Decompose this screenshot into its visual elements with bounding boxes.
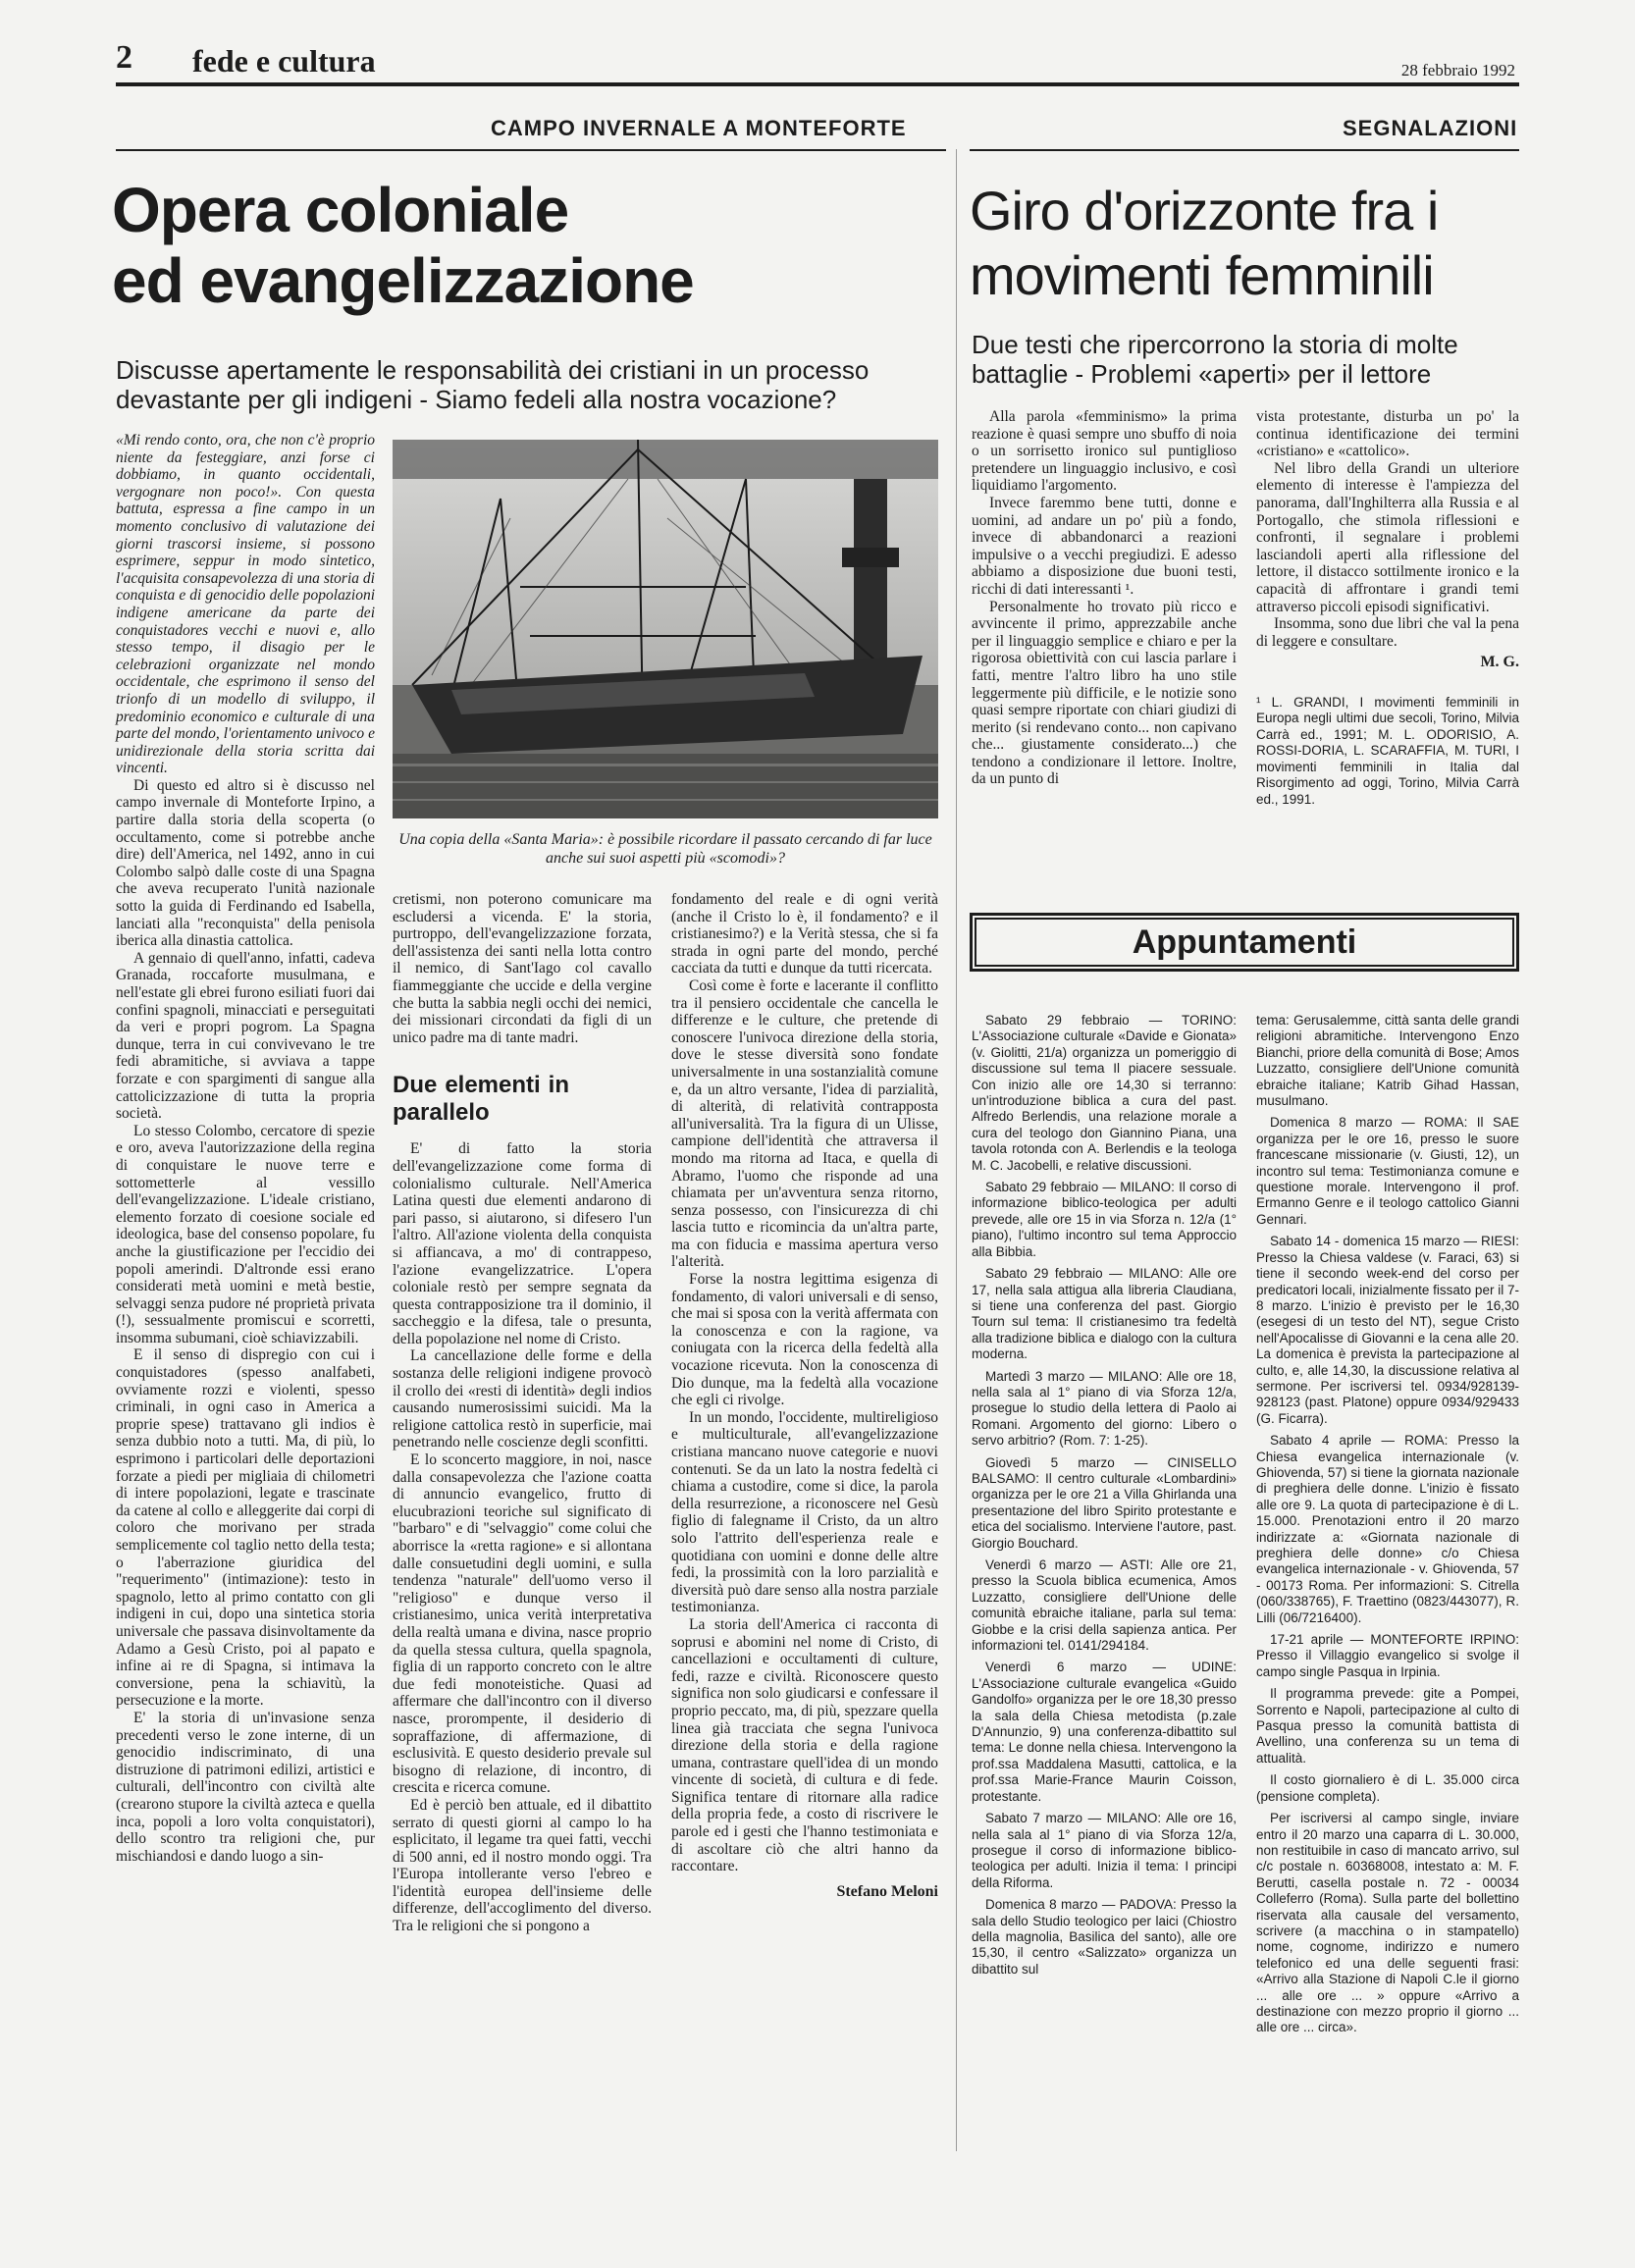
appuntamenti-column-1 xyxy=(972,1013,1237,1983)
event-item: 17-21 aprile — MONTEFORTE IRPINO: Presso il Villaggio evangelico si svolge il campo single Pasqua in Irpinia. xyxy=(1256,1632,1519,1679)
event-item: Domenica 8 marzo — ROMA: Il SAE organizza per le ore 16, presso le suore francescane missionarie (v. Giusti, 12), un incontro sul tema: Testimonianza comune e questione morale. Intervengono il prof. Ermanno Genre e il teologo cattolico Gianni Gennari. xyxy=(1256,1115,1519,1227)
paragraph: Così come è forte e lacerante il conflitto tra il pensiero occidentale che cancella le differenze e le culture, che pretende di conoscere l'univoca direzione della storia, dove le stesse diversità sono fondate universalmente in una sostanzialità comune e, da un altro versante, l'idea di parzialità, di alterità, di relatività contrapposta all'universalità. Tra la figura di un Ulisse, campione dell'identità che attraversa il mondo ma ritorna ad Itaca, e quella di Abramo, l'uomo che risponde ad una chiamata per un'avventura senza ritorno, senza possesso, con l'insicurezza di chi lascia tutto e ricomincia da un'altra parte, ma con fiducia e massima apertura verso l'alterità. xyxy=(671,976,938,1271)
paragraph: E lo sconcerto maggiore, in noi, nasce dalla consapevolezza che l'azione coatta di annuncio evangelico, frutto di elucubrazioni teoriche sul significato di "barbaro" e di "selvaggio" come colui che aborrisce la «retta ragione» e si allontana dalle consuetudini degli uomini, e sulla tendenza "naturale" dell'uomo verso il "religioso" e dunque verso il cristianesimo, unica verità interpretativa della realtà umana e divina, nasce proprio da quella stessa cultura, quella spagnola, figlia di un rapporto concreto con le altre due fedi monoteistiche. Quasi ad affermare che dall'incontro con il diverso nasce, prorompente, il desiderio di sopraffazione, di affermazione, di esclusività. E questo desiderio prevale sul bisogno di relazione, di incontro, di crescita e ricerca comune. xyxy=(393,1451,652,1797)
appuntamenti-title: Appuntamenti xyxy=(1132,923,1357,961)
article2-headline xyxy=(970,179,1529,308)
event-item: Sabato 7 marzo — MILANO: Alle ore 16, nella sala al 1° piano di via Sforza 12/a, prosegue il corso di informazione biblico-teologica per adulti. Inizia il tema: I principi della Riforma. xyxy=(972,1811,1237,1890)
santa-maria-photo xyxy=(393,440,938,818)
article2-column-1 xyxy=(972,408,1237,788)
photo-caption: Una copia della «Santa Maria»: è possibile ricordare il passato cercando di far luce anche sui suoi aspetti più «scomodi»? xyxy=(398,831,932,867)
article1-headline-line1: Opera coloniale xyxy=(112,175,569,245)
event-item: Venerdì 6 marzo — UDINE: L'Associazione culturale evangelica «Guido Gandolfo» organizza per le ore 18,30 presso la sala della Chiesa metodista (p.zale D'Annunzio, 9) una conferenza-dibattito sul tema: Le donne nella chiesa. Intervengono la prof.ssa Maddalena Masutti, cattolica, e la prof.ssa Marie-France Maurin Coisson, protestante. xyxy=(972,1660,1237,1804)
event-item: Martedì 3 marzo — MILANO: Alle ore 18, nella sala al 1° piano di via Sforza 12/a, prosegue lo studio della lettera di Paolo ai Romani. Argomento del giorno: Libero o servo arbitrio? (Rom. 7: 1-25). xyxy=(972,1368,1237,1449)
article2-signature: M. G. xyxy=(1480,654,1519,671)
paragraph: fondamento del reale e di ogni verità (anche il Cristo lo è, il fondamento? e il cristianesimo?) e la Verità stessa, che si fa strada in ogni parte del mondo, perché cacciata da tutti e dunque da tutti ricercata. xyxy=(671,891,938,977)
paragraph: Ed è perciò ben attuale, ed il dibattito serrato di questi giorni al campo lo ha esplicitato, il legame tra quei fatti, vecchi di 500 anni, ed il nostro mondo oggi. Tra l'Europa intollerante verso l'ebreo e l'identità europea dell'insieme delle differenze, dell'accoglimento del diverso. Tra le religioni che si pongono a xyxy=(393,1796,652,1935)
paragraph: E' la storia di un'invasione senza precedenti verso le zone interne, di un genocidio indiscriminato, di una distruzione di patrimoni edilizi, artistici e culturali, dell'incontro con civiltà alte (crearono stupore la civiltà azteca e quella inca, popoli a loro volta conquistatori), dello scontro tra religioni che, pur mischiandosi e dando luogo a sin- xyxy=(116,1709,375,1865)
event-item: Il programma prevede: gite a Pompei, Sorrento e Napoli, partecipazione al culto di Pasqua presso la comunità battista di Avellino, una conferenza su un tema di attualità. xyxy=(1256,1686,1519,1766)
appuntamenti-box xyxy=(970,913,1519,972)
paragraph: La storia dell'America ci racconta di soprusi e abomini nel nome di Cristo, di cancellazioni e occultamenti di culture, fedi, razze e civiltà. Riconoscere questo significa non solo giudicarsi e confessare il proprio peccato, ma, di più, spezzare quella linea già tracciata che segna l'univoca direzione della storia e della ragione umana, contrastare quell'idea di un mondo vincente di società, di cultura e di fede. Significa tentare di ritornare alla radice della propria fede, a costo di riscrivere le parole ed i gesti che l'hanno testimoniata e di ascoltare ciò che altri hanno da raccontare. xyxy=(671,1615,938,1875)
article2-column-2 xyxy=(1256,408,1519,808)
issue-date: 28 febbraio 1992 xyxy=(1400,61,1515,79)
article1-headline xyxy=(112,175,956,316)
paragraph: E' di fatto la storia dell'evangelizzazione come forma di colonialismo culturale. Nell'America Latina questi due elementi andarono di pari passo, si aiutarono, si difesero l'un l'altro. All'azione violenta della conquista si affiancava, a mo' di contrappeso, l'azione evangelizzatrice. L'opera coloniale restò per sempre segnata da questa contrapposizione tra il dominio, il saccheggio e la difesa, tale o presunta, della popolazione nel nome di Cristo. xyxy=(393,1140,652,1347)
paragraph: Forse la nostra legittima esigenza di fondamento, di valori universali e di senso, che mai si sposa con la verità affermata con la conoscenza e con la ragione, va coniugata con la ricerca della fedeltà alla vocazione ricevuta. Non la conoscenza di Dio dunque, ma la fedeltà alla vocazione che egli ci rivolge. xyxy=(671,1271,938,1409)
article2-footnote: ¹ L. GRANDI, I movimenti femminili in Europa negli ultimi due secoli, Torino, Milvia Carrà ed., 1991; M. L. ODORISIO, A. ROSSI-DORIA, L. SCARAFFIA, M. TURI, I movimenti femminili in Italia dal Risorgimento ad oggi, Torino, Milvia Carrà ed., 1991. xyxy=(1256,694,1519,807)
article2-kicker-rule xyxy=(970,149,1519,151)
newspaper-title: fede e cultura xyxy=(192,43,376,79)
event-item: Il costo giornaliero è di L. 35.000 circa (pensione completa). xyxy=(1256,1772,1519,1804)
event-item: Sabato 29 febbraio — MILANO: Il corso di informazione biblico-teologica per adulti prevede, alle ore 15 in via Sforza n. 12/a (1° piano), l'ultimo incontro sul tema Approccio alla Bibbia. xyxy=(972,1180,1237,1259)
article1-deck: Discusse apertamente le responsabilità dei cristiani in un processo devastante per gli indigeni - Siamo fedeli alla nostra vocazione? xyxy=(116,355,870,414)
article2-kicker: SEGNALAZIONI xyxy=(1343,116,1518,140)
event-item: Sabato 4 aprile — ROMA: Presso la Chiesa evangelica internazionale (v. Ghiovenda, 57) si tiene la giornata nazionale di preghiera delle donne. L'inizio è fissato alle ore 9. La quota di partecipazione è di L. 15.000. Prenotazioni entro il 20 marzo indirizzate a: «Giornata nazionale di preghiera delle donne» c/o Chiesa evangelica internazionale - v. Ghiovenda, 57 - 00173 Roma. Per informazioni: S. Citrella (060/338765), F. Traettino (0823/443077), R. Lilli (06/7216400). xyxy=(1256,1433,1519,1625)
article1-column-1 xyxy=(116,432,375,1865)
paragraph: E il senso di dispregio con cui i conquistadores (spesso analfabeti, ovviamente rozzi e violenti, spesso criminali, in ogni caso in America a proprie spese) trattavano gli indios è senza dubbio noto a tutti. Ma, di più, lo esprimono i particolari delle deportazioni forzate a piedi per migliaia di chilometri di intere popolazioni, legate e trascinate da catene al collo e alleggerite dai corpi di coloro che morivano per strada semplicemente col taglio netto della testa; o l'aberrazione giuridica del "requerimento" (intimazione): testo in spagnolo, letto al primo contatto con gli indigeni in cui, dopo una sintetica storia universale che passava disinvoltamente da Adamo a Gesù Cristo, poi al papato e infine ai re di Spagna, si intimava la conversione, pena la schiavitù, la persecuzione e la morte. xyxy=(116,1346,375,1710)
paragraph: La cancellazione delle forme e della sostanza delle religioni indigene provocò il crollo dei «resti di identità» degli indios causando numerosissimi suicidi. Ma la religione cattolica restò in superficie, mai penetrando nelle coscienze degli sconfitti. xyxy=(393,1347,652,1451)
event-item: Domenica 8 marzo — PADOVA: Presso la sala dello Studio teologico per laici (Chiostro della magnolia, Basilica del santo), alle ore 15,30, il centro «Salizzato» organizza un dibattito sul xyxy=(972,1897,1237,1977)
paragraph: Lo stesso Colombo, cercatore di spezie e oro, aveva l'autorizzazione della regina di conquistare le nuove terre e sottometterle al vessillo dell'evangelizzazione. L'ideale cristiano, elemento forzato di coesione sociale ed ideologica, base del consenso popolare, fu anche la giustificazione per l'eccidio dei popoli amerindi. D'altronde essi erano considerati metà uomini e metà bestie, selvaggi senza pudore né proprietà privata (!), sessualmente promiscui e scorretti, insomma subumani, cioè schiavizzabili. xyxy=(116,1122,375,1346)
paragraph: Invece faremmo bene tutti, donne e uomini, ad andare un po' più a fondo, invece di abbandonarci a reazioni impulsive o a vecchi pregiudizi. E adesso abbiamo a disposizione due buoni testi, ricchi di dati interessanti ¹. xyxy=(972,494,1237,598)
event-item: Venerdì 6 marzo — ASTI: Alle ore 21, presso la Scuola biblica ecumenica, Amos Luzzatto, consigliere dell'Unione delle comunità ebraiche italiane, parla sul tema: Giobbe e la crisi della sapienza antica. Per informazioni tel. 0141/294184. xyxy=(972,1557,1237,1654)
article1-subhead: Due elementi in parallelo xyxy=(393,1072,569,1127)
paragraph: vista protestante, disturba un po' la continua identificazione dei termini «cristiano» e «cattolico». xyxy=(1256,408,1519,460)
paragraph: In un mondo, l'occidente, multireligioso e multiculturale, all'evangelizzazione cristiana mancano nuove categorie e nuovi contenuti. Se da un lato la nostra fedeltà ci chiama a custodire, come si dice, la parola della resurrezione, a riconoscere nel Gesù figlio di falegname il Cristo, da un altro solo l'attrito dell'esperienza reale e quotidiana con uomini e donne delle altre fedi, la prossimità con la loro parzialità e diversità può dare senso alla nostra parziale testimonianza. xyxy=(671,1408,938,1616)
article1-column-3 xyxy=(671,891,938,1900)
article1-kicker-rule xyxy=(116,149,946,151)
column-divider xyxy=(956,149,957,2151)
ship-illustration xyxy=(393,440,938,818)
event-item: Sabato 14 - domenica 15 marzo — RIESI: Presso la Chiesa valdese (v. Faraci, 63) si tiene il secondo week-end del corso per predicatori locali, inizialmente fissato per il 7-8 marzo. L'inizio è previsto per le 16,30 (esegesi di un testo del NT), segue Cristo nell'Apocalisse di Giovanni e la cena alle 20. La domenica è prevista la partecipazione al culto, e, alle 14,30, la discussione relativa al sermone. Per iscriversi tel. 0934/928139-928123 (past. Platone) oppure 0934/929433 (G. Ficarra). xyxy=(1256,1234,1519,1426)
article2-deck: Due testi che ripercorrono la storia di molte battaglie - Problemi «aperti» per il lettore xyxy=(972,330,1458,389)
article1-headline-line2: ed evangelizzazione xyxy=(112,245,694,316)
paragraph: «Mi rendo conto, ora, che non c'è proprio niente da festeggiare, anzi forse ci dobbiamo, in quanto occidentali, vergognare non poco!». Con questa battuta, espressa a fine campo in un momento conclusivo di valutazione dei giorni trascorsi insieme, si possono esprimere, seppur in modo sintetico, l'acquisita consapevolezza di una storia di conquista e di genocidio delle popolazioni indigene americane da parte dei conquistadores vecchi e nuovi e, allo stesso tempo, il disagio per le celebrazioni organizzate nel mondo occidentale, che esprimono il senso del trionfo di un modello di sviluppo, il predominio economico e culturale di una parte del mondo, l'orientamento univoco e unidirezionale della storia scritta dai vincenti. xyxy=(116,432,375,777)
paragraph: cretismi, non poterono comunicare ma escludersi a vicenda. E' la storia, purtroppo, dell'evangelizzazione forzata, dell'assistenza dei santi nella lotta contro il nemico, di Sant'Iago col cavallo fiammeggiante che uccide e della vergine che butta la sabbia negli occhi dei nemici, dei missionari circondati da figli di un unico padre ma di tante madri. xyxy=(393,891,652,1046)
paragraph: Di questo ed altro si è discusso nel campo invernale di Monteforte Irpino, a partire dalla storia della scoperta (o occultamento, come si potrebbe anche dire) dell'America, nel 1492, anno in cui Colombo salpò dalle coste di una Spagna che aveva recuperato l'unità nazionale sotto la guida di Ferdinando ed Isabella, lanciati alla "reconquista" della penisola iberica alla dinastia cattolica. xyxy=(116,776,375,950)
paragraph: Nel libro della Grandi un ulteriore elemento di interesse è l'ampiezza del panorama, dall'Inghilterra alla Russia e al Portogallo, che stimola riflessioni e confronti, il segnalare i problemi lasciandoli aperti alla riflessione del lettore, il distacco sottilmente ironico e la capacità di affrontare i grandi temi attraverso piccoli episodi significativi. xyxy=(1256,459,1519,615)
event-item: tema: Gerusalemme, città santa delle grandi religioni abramitiche. Intervengono Enzo Bianchi, priore della comunità di Bose; Amos Luzzatto, consigliere dell'Unione comunità ebraiche italiane; Katrib Gihad Hassan, musulmano. xyxy=(1256,1013,1519,1109)
article1-kicker: CAMPO INVERNALE A MONTEFORTE xyxy=(491,116,907,140)
event-item: Per iscriversi al campo single, inviare entro il 20 marzo una caparra di L. 30.000, non restituibile in caso di mancato arrivo, sul c/c postale n. 60368008, intestato a: M. F. Berutti, casella postale n. 72 - 00034 Colleferro (Roma). Sulla parte del bollettino riservata alla causale del versamento, scrivere (a macchina o in stampatello) nome, cognome, indirizzo e numero telefonico ed una delle seguenti frasi: «Arrivo alla Stazione di Napoli C.le il giorno ... alle ore ... » oppure «Arrivo a destinazione con mezzo proprio il giorno ... alle ore ... circa». xyxy=(1256,1811,1519,2035)
article1-column-2 xyxy=(393,891,652,1935)
paragraph: Alla parola «femminismo» la prima reazione è quasi sempre uno sbuffo di noia o un sorrisetto ironico sul puntiglioso pretendere un linguaggio inclusivo, e così liquidiamo l'argomento. xyxy=(972,408,1237,495)
article2-headline-line2: movimenti femminili xyxy=(970,244,1434,306)
paragraph: Insomma, sono due libri che val la pena di leggere e consultare. xyxy=(1256,615,1519,650)
article2-headline-line1: Giro d'orizzonte fra i xyxy=(970,180,1439,241)
paragraph: A gennaio di quell'anno, infatti, cadeva Granada, roccaforte musulmana, e nell'estate gli ebrei furono esiliati fuori dai confini spagnoli, minacciati e perseguitati da veri e propri pogrom. La Spagna dunque, terra in cui convivevano le tre fedi abramitiche, si avviava a tappe forzate e con spargimenti di sangue alla cattolicizzazione di tutta la propria società. xyxy=(116,949,375,1123)
event-item: Giovedì 5 marzo — CINISELLO BALSAMO: Il centro culturale «Lombardini» organizza per le ore 21 a Villa Ghirlanda una presentazione del libro Spirito protestante e etica del socialismo. Interviene l'autore, past. Giorgio Bouchard. xyxy=(972,1454,1237,1551)
event-item: Sabato 29 febbraio — MILANO: Alle ore 17, nella sala attigua alla libreria Claudiana, si tiene una conferenza del past. Giorgio Tourn sul tema: Il cristianesimo tra fedeltà alla tradizione biblica e dialogo con la cultura moderna. xyxy=(972,1266,1237,1362)
masthead-rule xyxy=(116,82,1519,86)
article1-signature: Stefano Meloni xyxy=(836,1882,938,1900)
paragraph: Personalmente ho trovato più ricco e avvincente il primo, apprezzabile anche per il linguaggio semplice e chiaro e per la rigorosa obiettività con cui lascia parlare i fatti, mentre l'altro libro ha uno stile leggermente più difficile, e le notizie sono quasi sempre riportate con chiari giudizi di merito (si rendevano conto... non capivano che... giustamente considerato...) che tendono a condizionare il lettore. Inoltre, da un punto di xyxy=(972,598,1237,788)
event-item: Sabato 29 febbraio — TORINO: L'Associazione culturale «Davide e Gionata» (v. Giolitti, 21/a) organizza un pomeriggio di discussione sul tema Il piacere sessuale. Con inizio alle ore 14,30 si terranno: un'introduzione biblica a cura del past. Alfredo Berlendis, una relazione morale a cura del teologo don Giannino Piana, una tavola rotonda con A. Berlendis e la teologa M. C. Jacobelli, e relative discussioni. xyxy=(972,1013,1237,1173)
appuntamenti-column-2 xyxy=(1256,1013,1519,2042)
page-number: 2 xyxy=(116,39,132,76)
